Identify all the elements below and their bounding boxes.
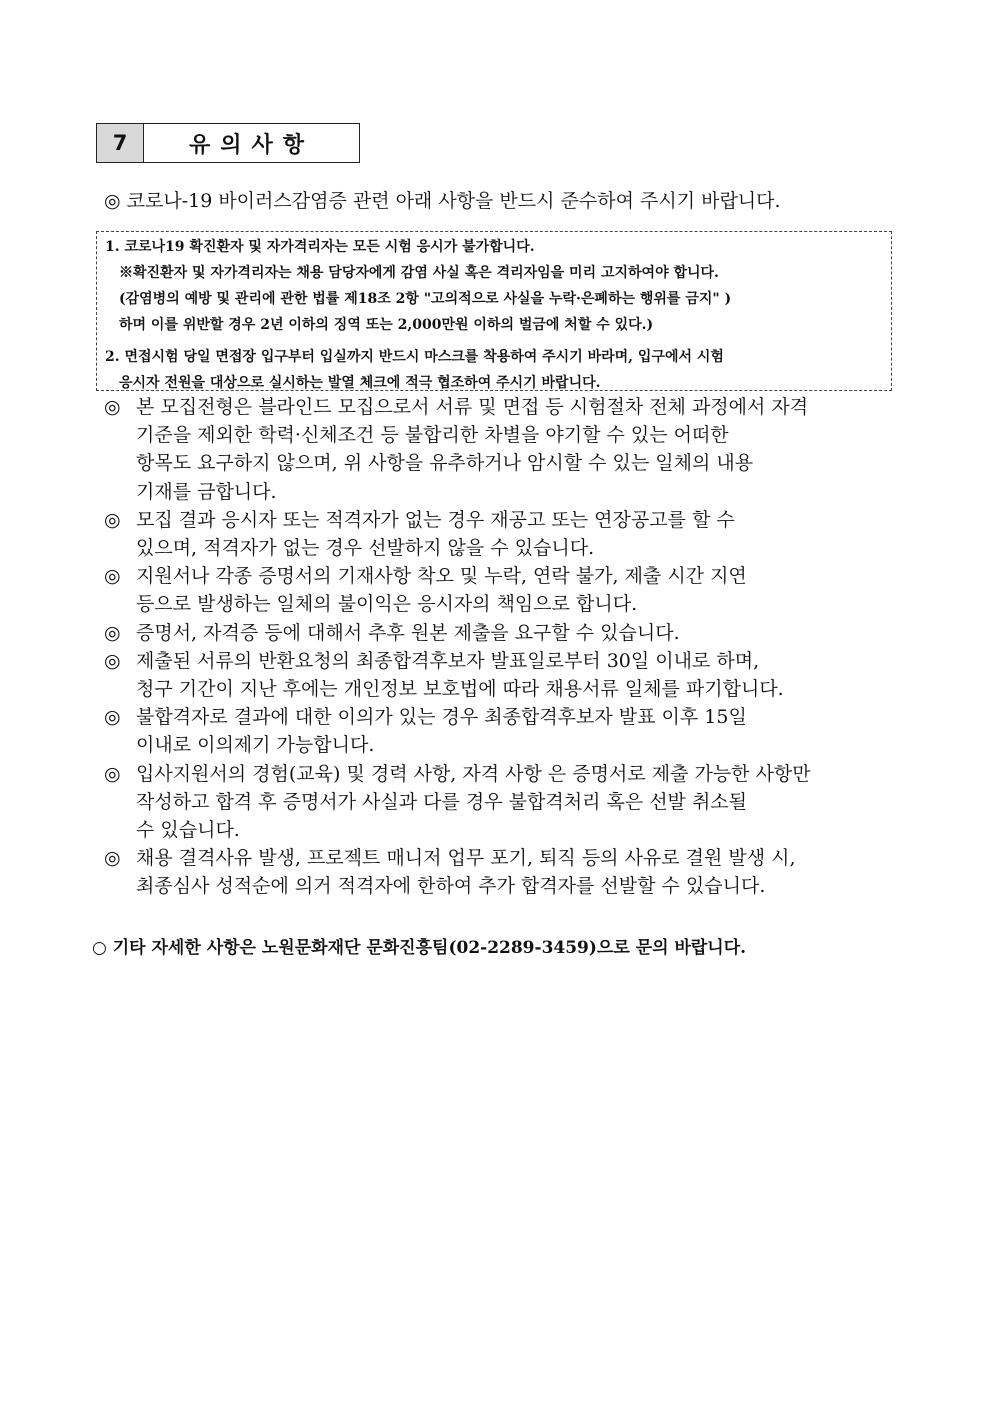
section-title: 유의사항 xyxy=(188,132,314,158)
notice-line-6: 응시자 전원을 대상으로 실시하는 발열 체크에 적극 협조하여 주시기 바랍니다. xyxy=(119,375,601,391)
rule-mark: ◎ xyxy=(104,565,121,588)
notice-line-2: ※확진환자 및 자가격리자는 채용 담당자에게 감염 사실 혹은 격리자임을 미리 고지하여야 합니다. xyxy=(119,265,719,281)
rule-mark: ◎ xyxy=(104,706,121,729)
rule-text: 모집 결과 응시자 또는 적격자가 없는 경우 재공고 또는 연장공고를 할 수 있으며, 적격자가 없는 경우 선발하지 않을 수 있습니다. xyxy=(136,508,735,560)
notice-line-4: 하며 이를 위반할 경우 2년 이하의 징역 또는 2,000만원 이하의 벌금에 처할 수 있다.) xyxy=(119,317,654,333)
rule-text: 채용 결격사유 발생, 프로젝트 매니저 업무 포기, 퇴직 등의 사유로 결원 발생 시, 최종심사 성적순에 의거 적격자에 한하여 추가 합격자를 선발할 수 있습니다. xyxy=(136,847,796,898)
rule-mark: ◎ xyxy=(104,621,121,644)
rule-text: 지원서나 각종 증명서의 기재사항 착오 및 누락, 연락 불가, 제출 시간 지연 등으로 발생하는 일체의 불이익은 응시자의 책임으로 합니다. xyxy=(136,565,747,616)
notice-line-3: (감염병의 예방 및 관리에 관한 법률 제18조 2항 "고의적으로 사실을 누락·은폐하는 행위를 금지" ) xyxy=(119,291,732,307)
rule-item xyxy=(104,844,904,900)
rule-item xyxy=(104,562,904,618)
rule-text: 제출된 서류의 반환요청의 최종합격후보자 발표일로부터 30일 이내로 하며, 청구 기간이 지난 후에는 개인정보 보호법에 따라 채용서류 일체를 파기합니다. xyxy=(136,649,784,701)
notice-line-5: 2. 면접시험 당일 면접장 입구부터 입실까지 반드시 마스크를 착용하여 주시기 바라며, 입구에서 시험 xyxy=(105,349,724,365)
rule-mark: ◎ xyxy=(104,847,121,870)
rules-list xyxy=(104,393,904,901)
covid-intro: ◎ 코로나-19 바이러스감염증 관련 아래 사항을 반드시 준수하여 주시기 바랍니다. xyxy=(104,190,781,212)
rule-item xyxy=(104,647,904,703)
rule-text: 입사지원서의 경험(교육) 및 경력 사항, 자격 사항 은 증명서로 제출 가능한 사항만 작성하고 합격 후 증명서가 사실과 다를 경우 불합격처리 혹은 선발 취소될 수 있습니다. xyxy=(136,762,811,842)
rule-mark: ◎ xyxy=(104,396,121,418)
covid-notice-box xyxy=(96,231,892,391)
rule-mark: ◎ xyxy=(104,762,121,785)
section-number: 7 xyxy=(97,124,144,162)
rule-text: 증명서, 자격증 등에 대해서 추후 원본 제출을 요구할 수 있습니다. xyxy=(136,621,680,644)
rule-item xyxy=(104,703,904,759)
notice-line-1: 1. 코로나19 확진환자 및 자가격리자는 모든 시험 응시가 불가합니다. xyxy=(105,239,535,255)
rule-text: 본 모집전형은 블라인드 모집으로서 서류 및 면접 등 시험절차 전체 과정에서 자격 기준을 제외한 학력·신체조건 등 불합리한 차별을 야기할 수 있는 어떠한 항목도 요구하지 않으며, 위 사항을 유추하거나 암시할 수 있는 일체의 내용 기재를 금합니다. xyxy=(136,396,809,503)
rule-item xyxy=(104,506,904,562)
rule-item xyxy=(104,760,904,845)
section-header xyxy=(96,123,360,163)
rule-mark: ◎ xyxy=(104,508,121,531)
rule-mark: ◎ xyxy=(104,649,121,672)
rule-item xyxy=(104,619,904,647)
rule-item xyxy=(104,393,904,506)
rule-text: 불합격자로 결과에 대한 이의가 있는 경우 최종합격후보자 발표 이후 15일 이내로 이의제기 가능합니다. xyxy=(136,706,747,757)
contact-footer: ○ 기타 자세한 사항은 노원문화재단 문화진흥팀(02-2289-3459)으로 문의 바랍니다. xyxy=(92,938,747,958)
